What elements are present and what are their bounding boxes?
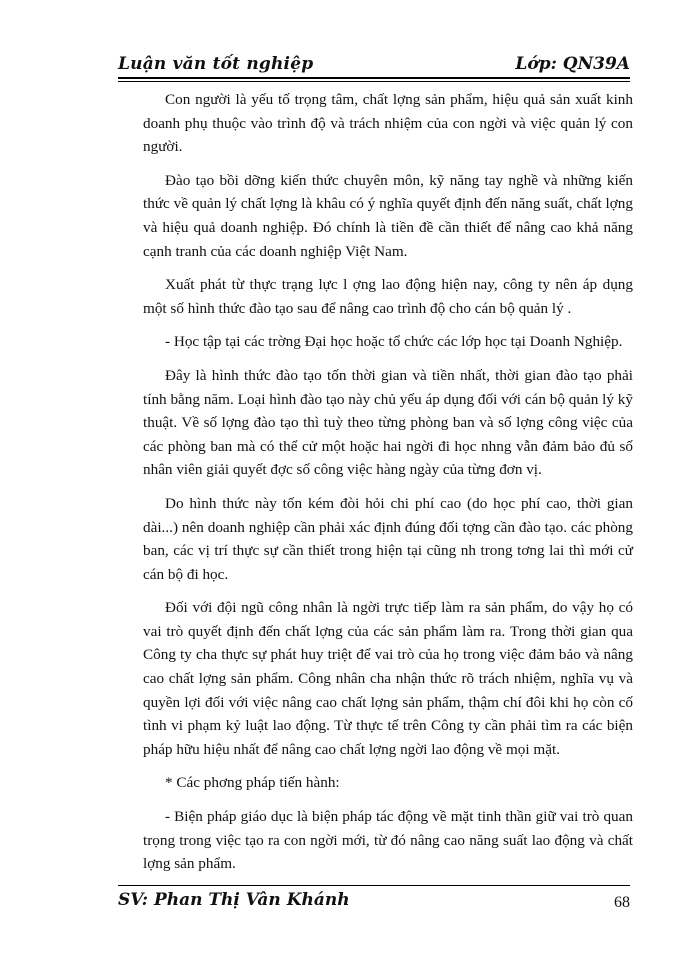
- paragraph-6: Do hình thức này tốn kém đòi hỏi chi phí cao (do học phí cao, thời gian dài...) nên doanh nghiệp cần phải xác định đúng đối tợng cần đào tạo. các phòng ban, các vị trí thực sự cần thiết trong hiện tại cũng nh trong tơng lai thì mới cử cán bộ đi học.: [143, 494, 633, 583]
- page-number: 68: [614, 894, 630, 911]
- footer-rule: [118, 885, 630, 886]
- header-class-label: Lớp: QN39A: [515, 54, 630, 74]
- paragraph-1: Con người là yếu tố trọng tâm, chất lợng sản phẩm, hiệu quả sản xuất kinh doanh phụ thuộc vào trình độ và trách nhiệm của con ngời và việc quản lý con người.: [143, 91, 633, 156]
- header-rule-thin: [118, 81, 630, 82]
- footer-student-name: SV: Phan Thị Vân Khánh: [118, 890, 350, 910]
- page-body: [143, 88, 633, 886]
- page-footer: [118, 890, 630, 918]
- header-thesis-title: Luận văn tốt nghiệp: [118, 54, 314, 74]
- paragraph-2: Đào tạo bồi dỡng kiến thức chuyên môn, kỹ năng tay nghề và những kiến thức về quản lý chất lợng là khâu có ý nghĩa quyết định đến năng suất, chất lợng và hiệu quả doanh nghiệp. Đó chính là tiền đề cần thiết để nâng cao khả năng cạnh tranh của các doanh nghiệp Việt Nam.: [143, 171, 633, 260]
- paragraph-7: Đối với đội ngũ công nhân là ngời trực tiếp làm ra sản phẩm, do vậy họ có vai trò quyết định đến chất lợng của các sản phẩm làm ra. Trong thời gian qua Công ty cha thực sự phát huy triệt để vai trò của họ trong việc đảm bảo và nâng cao chất lợng sản phẩm. Công nhân cha nhận thức rõ trách nhiệm, nghĩa vụ và quyền lợi đối với việc nâng cao chất lợng sản phẩm, thậm chí đôi khi họ còn cố tình vi phạm kỷ luật lao động. Từ thực tế trên Công ty cần phải tìm ra các biện pháp hữu hiệu nhất để nâng cao chất lợng ngời lao động về mọi mặt.: [143, 599, 633, 758]
- paragraph-5: Đây là hình thức đào tạo tốn thời gian và tiền nhất, thời gian đào tạo phải tính bằng năm. Loại hình đào tạo này chủ yếu áp dụng đối với cán bộ quản lý kỹ thuật. Về số lợng đào tạo thì tuỳ theo từng phòng ban và số lợng công việc của các phòng ban mà có thể cử một hoặc hai ngời đi học nhng vẫn đảm bảo đủ số nhân viên giải quyết đợc số công việc hàng ngày của từng đơn vị.: [143, 366, 633, 479]
- header-rule: [118, 77, 630, 79]
- paragraph-8-heading: * Các phơng pháp tiến hành:: [165, 774, 340, 792]
- page-header: [118, 50, 630, 80]
- paragraph-4-bullet: - Học tập tại các trờng Đại học hoặc tổ chức các lớp học tại Doanh Nghiệp.: [165, 333, 623, 351]
- paragraph-9: - Biện pháp giáo dục là biện pháp tác động về mặt tinh thần giữ vai trò quan trọng trong việc tạo ra con ngời mới, từ đó nâng cao năng suất lao động và chất lợng sản phẩm.: [143, 808, 633, 873]
- paragraph-3: Xuất phát từ thực trạng lực l ợng lao động hiện nay, công ty nên áp dụng một số hình thức đào tạo sau để nâng cao trình độ cho cán bộ quản lý .: [143, 276, 633, 317]
